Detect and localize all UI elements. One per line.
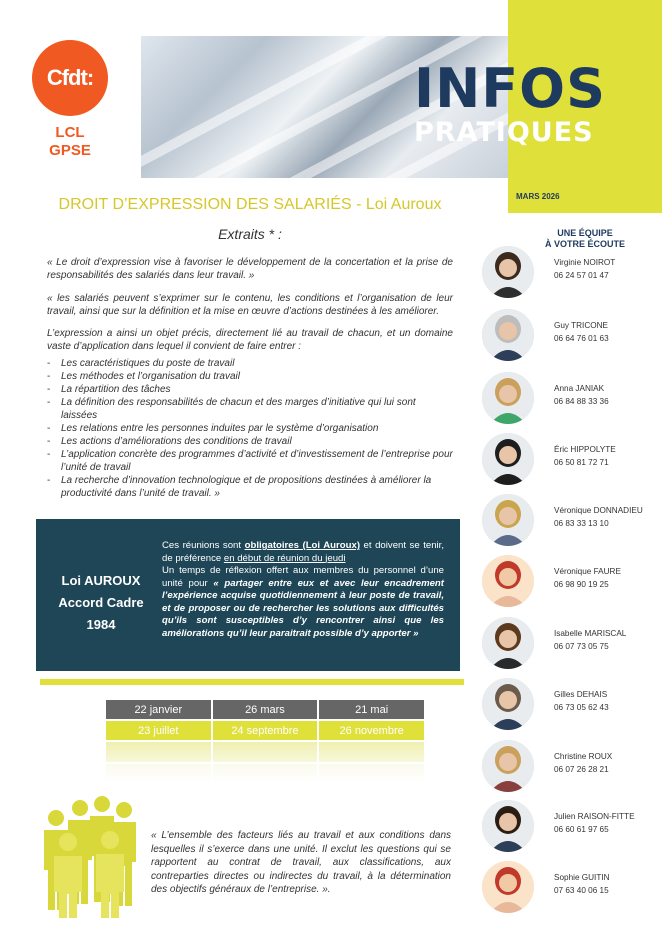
paragraph-3: L’expression a ainsi un objet précis, directement lié au travail de chacun, et un domaine vaste d’application dans lequel il convient de faire entrer : bbox=[47, 328, 453, 352]
date-cell: 22 janvier bbox=[105, 699, 212, 720]
team-member bbox=[482, 433, 657, 489]
team-member bbox=[482, 800, 657, 856]
box-text-5: Un temps de réflexion offert aux membres du personnel d’une unité pour bbox=[162, 565, 444, 589]
member-phone[interactable]: 06 60 61 97 65 bbox=[554, 825, 609, 834]
member-phone[interactable]: 06 24 57 01 47 bbox=[554, 271, 609, 280]
avatar bbox=[482, 372, 534, 424]
avatar bbox=[482, 617, 534, 669]
box-label bbox=[36, 570, 166, 636]
extraits-heading: Extraits * : bbox=[218, 226, 282, 242]
member-name: Gilles DEHAIS bbox=[554, 690, 608, 699]
member-phone[interactable]: 06 84 88 33 36 bbox=[554, 397, 609, 406]
member-name: Sophie GUITIN bbox=[554, 873, 610, 882]
org-label bbox=[32, 124, 108, 160]
issue-date: MARS 2026 bbox=[516, 192, 560, 201]
avatar bbox=[482, 861, 534, 913]
table-row bbox=[105, 699, 425, 720]
box-text-1: Ces réunions sont bbox=[162, 540, 245, 551]
team-member bbox=[482, 678, 657, 734]
org-line-2: GPSE bbox=[49, 142, 91, 159]
member-phone[interactable]: 07 63 40 06 15 bbox=[554, 886, 609, 895]
box-description bbox=[162, 540, 444, 640]
empty-cell bbox=[318, 763, 425, 783]
team-member bbox=[482, 555, 657, 611]
empty-cell bbox=[105, 763, 212, 783]
avatar bbox=[482, 433, 534, 485]
empty-cell bbox=[105, 741, 212, 763]
date-cell: 26 mars bbox=[212, 699, 319, 720]
box-label-line-3: 1984 bbox=[86, 617, 116, 632]
team-member bbox=[482, 494, 657, 550]
member-name: Véronique DONNADIEU bbox=[554, 506, 643, 515]
definition-quote: « L’ensemble des facteurs liés au travail et aux conditions dans lesquelles il s’exerce dans une unité. Il exclut les questions qui se rapportent au contrat de travail, aux classifications, aux contreparties directes ou indirectes du travail, à la détermination des objectifs généraux de l’entreprise. ». bbox=[151, 830, 451, 895]
team-member bbox=[482, 617, 657, 673]
member-name: Anna JANIAK bbox=[554, 384, 605, 393]
table-row bbox=[105, 763, 425, 783]
box-label-line-1: Loi AUROUX bbox=[61, 573, 141, 588]
member-name: Éric HIPPOLYTE bbox=[554, 445, 616, 454]
member-phone[interactable]: 06 98 90 19 25 bbox=[554, 580, 609, 589]
member-phone[interactable]: 06 07 26 28 21 bbox=[554, 765, 609, 774]
team-member bbox=[482, 861, 657, 917]
list-item: - Les méthodes et l’organisation du travail bbox=[47, 370, 453, 383]
date-cell: 26 novembre bbox=[318, 720, 425, 741]
avatar bbox=[482, 555, 534, 607]
member-name: Virginie NOIROT bbox=[554, 258, 616, 267]
team-member bbox=[482, 740, 657, 796]
topics-list bbox=[47, 357, 453, 500]
org-line-1: LCL bbox=[55, 124, 85, 141]
yellow-divider bbox=[40, 679, 464, 685]
article-title: DROIT D’EXPRESSION DES SALARIÉS - Loi Auroux bbox=[58, 196, 442, 213]
table-row bbox=[105, 741, 425, 763]
list-item: - Les relations entre les personnes induites par le système d’organisation bbox=[47, 422, 453, 435]
member-phone[interactable]: 06 64 76 01 63 bbox=[554, 334, 609, 343]
infos-title: INFOS bbox=[414, 57, 606, 120]
group-people-icon bbox=[36, 790, 146, 920]
member-name: Julien RAISON-FITTE bbox=[554, 812, 635, 821]
date-cell: 24 septembre bbox=[212, 720, 319, 741]
member-phone[interactable]: 06 73 05 62 43 bbox=[554, 703, 609, 712]
member-name: Christine ROUX bbox=[554, 752, 613, 761]
box-label-line-2: Accord Cadre bbox=[58, 595, 144, 610]
date-cell: 23 juillet bbox=[105, 720, 212, 741]
meeting-dates-table bbox=[104, 698, 426, 784]
paragraph-2: « les salariés peuvent s’exprimer sur le contenu, les conditions et l’organisation de leur travail, ainsi que sur la définition et la mise en œuvre d’actions destinées à les améliorer. bbox=[47, 293, 453, 317]
team-member bbox=[482, 309, 657, 365]
member-name: Isabelle MARISCAL bbox=[554, 629, 627, 638]
avatar bbox=[482, 800, 534, 852]
pratiques-title: PRATIQUES bbox=[414, 117, 594, 148]
team-title-line-2: À VOTRE ÉCOUTE bbox=[544, 239, 625, 249]
member-name: Guy TRICONE bbox=[554, 321, 608, 330]
box-quote: « partager entre eux et avec leur encadrement l’expérience acquise quotidiennement à leur poste de travail, et de proposer ou de rechercher les solutions aux difficultés qu’ils sont susceptibles d’y rencontrer ainsi que les améliorations qu’il leur paraitrait possible d’y apporter » bbox=[162, 577, 444, 639]
box-text-3: et doivent se tenir, de préférence bbox=[162, 540, 445, 564]
table-row bbox=[105, 720, 425, 741]
avatar bbox=[482, 246, 534, 298]
team-member bbox=[482, 246, 657, 302]
avatar bbox=[482, 309, 534, 361]
member-name: Véronique FAURE bbox=[554, 567, 621, 576]
list-item: - Les actions d’améliorations des conditions de travail bbox=[47, 435, 453, 448]
member-phone[interactable]: 06 83 33 13 10 bbox=[554, 519, 609, 528]
avatar bbox=[482, 678, 534, 730]
team-member bbox=[482, 372, 657, 428]
list-item: - La définition des responsabilités de chacun et des marges d’initiative qui lui sont laissées bbox=[47, 396, 453, 422]
box-text-obligatoires: obligatoires (Loi Auroux) bbox=[244, 540, 361, 551]
cfdt-logo bbox=[32, 40, 108, 116]
member-phone[interactable]: 06 50 81 72 71 bbox=[554, 458, 609, 467]
avatar bbox=[482, 494, 534, 546]
box-text-jeudi: en début de réunion du jeudi bbox=[223, 552, 346, 564]
empty-cell bbox=[212, 741, 319, 763]
team-title-line-1: UNE ÉQUIPE bbox=[557, 228, 613, 238]
empty-cell bbox=[318, 741, 425, 763]
paragraph-1: « Le droit d’expression vise à favoriser le développement de la concertation et la prise de responsabilités des salariés dans leur travail. » bbox=[47, 257, 453, 281]
list-item: - La répartition des tâches bbox=[47, 383, 453, 396]
list-item: - L’application concrète des programmes d’activité et d’investissement de l’entreprise pour l’unité de travail bbox=[47, 448, 453, 474]
list-item: - La recherche d’innovation technologique et de propositions destinées à améliorer la productivité dans l’unité de travail. » bbox=[47, 474, 453, 500]
member-phone[interactable]: 06 07 73 05 75 bbox=[554, 642, 609, 651]
avatar bbox=[482, 740, 534, 792]
empty-cell bbox=[212, 763, 319, 783]
date-cell: 21 mai bbox=[318, 699, 425, 720]
logo-text: Cfdt: bbox=[46, 65, 94, 90]
list-item: - Les caractéristiques du poste de travail bbox=[47, 357, 453, 370]
